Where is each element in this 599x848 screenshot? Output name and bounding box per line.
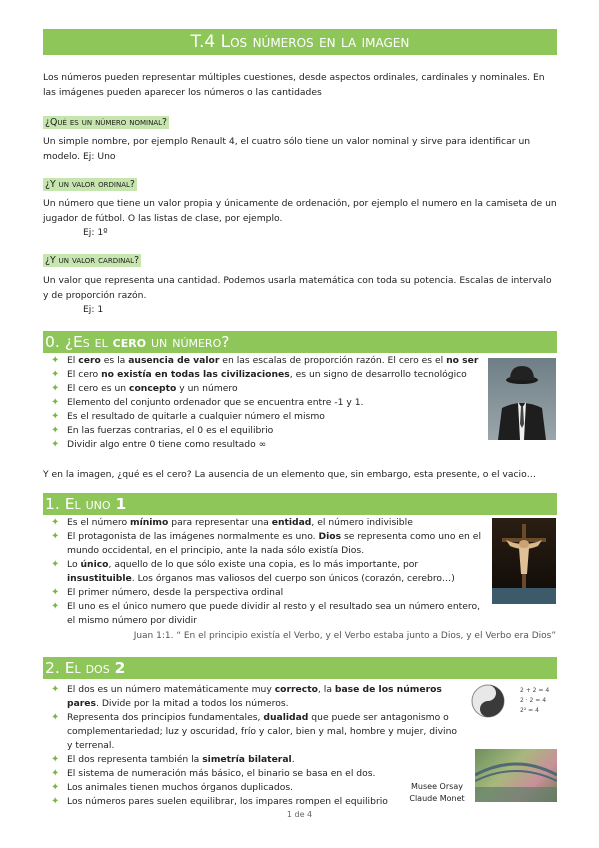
cardinal-text: Un valor que representa una cantidad. Podemos usarla matemática con toda su potencia. Escalas de intervalo y de proporción razón. bbox=[43, 275, 552, 301]
monet-bridge-painting-image bbox=[475, 749, 557, 802]
magritte-painting-image bbox=[488, 358, 556, 440]
bible-quote: Juan 1:1. “ En el principio existía el Verbo, y el Verbo estaba junto a Dios, y el Verbo era Dios” bbox=[133, 631, 556, 641]
page-title: T.4 Los números en la imagen bbox=[43, 29, 557, 55]
caption-museum: Musee Orsay bbox=[411, 782, 463, 791]
list-item: ✦ Lo único, aquello de lo que sólo existe una copia, es lo más importante, por insustituible. Los órganos mas valiosos del cuerpo son únicos (corazón, cerebro…) bbox=[51, 559, 455, 584]
list-item: ✦ El cero es la ausencia de valor en las escalas de proporción razón. El cero es el no ser bbox=[51, 355, 479, 366]
caption-artist: Claude Monet bbox=[409, 794, 465, 803]
intro-paragraph: Los números pueden representar múltiples cuestiones, desde aspectos ordinales, cardinales y nominales. En las imágenes pueden aparecer los números o las cantidades bbox=[43, 72, 545, 98]
list-item: ✦ Es el número mínimo para representar una entidad, el número indivisible bbox=[51, 517, 413, 528]
list-item: ✦ El protagonista de las imágenes normalmente es uno. Dios se representa como uno en el mundo occidental, en el principio, ante la nada sólo existía Dios. bbox=[51, 531, 481, 556]
nominal-example: Ej: Uno bbox=[83, 151, 116, 162]
painting-caption bbox=[404, 781, 470, 805]
math-line: 2 · 2 = 4 bbox=[520, 697, 547, 704]
list-item: ✦ En las fuerzas contrarias, el 0 es el equilibrio bbox=[51, 425, 274, 436]
one-bullet-list bbox=[43, 516, 486, 628]
list-item: ✦ El dos representa también la simetría bilateral. bbox=[51, 754, 295, 765]
section-two-heading: 2. El dos 2 bbox=[43, 657, 557, 679]
list-item: ✦ El cero no existía en todas las civilizaciones, es un signo de desarrollo tecnológico bbox=[51, 369, 467, 380]
zero-closing-text: Y en la imagen, ¿qué es el cero? La ausencia de un elemento que, sin embargo, esta presente, o el vacio… bbox=[43, 469, 536, 480]
section-zero-heading: 0. ¿Es el cero un número? bbox=[43, 331, 557, 353]
list-item: ✦ El primer número, desde la perspectiva ordinal bbox=[51, 587, 284, 598]
list-item: ✦ Los números pares suelen equilibrar, los impares rompen el equilibrio bbox=[51, 796, 388, 807]
math-line: 2 + 2 = 4 bbox=[520, 687, 550, 694]
list-item: ✦ Dividir algo entre 0 tiene como resultado ∞ bbox=[51, 439, 267, 450]
list-item: ✦ Representa dos principios fundamentales, dualidad que puede ser antagonismo o complementariedad; luz y oscuridad, frío y calor, bien y mal, hombre y mujer, divino y terrenal. bbox=[51, 712, 458, 751]
ordinal-heading: ¿Y un valor ordinal? bbox=[45, 179, 135, 190]
math-line: 2² = 4 bbox=[520, 707, 539, 714]
list-item: ✦ El sistema de numeración más básico, el binario se basa en el dos. bbox=[51, 768, 376, 779]
two-bullet-list bbox=[43, 683, 465, 809]
list-item: ✦ Los animales tienen muchos órganos duplicados. bbox=[51, 782, 294, 793]
nominal-heading: ¿Qué es un número nominal? bbox=[45, 117, 167, 128]
list-item: ✦ Elemento del conjunto ordenador que se encuentra entre -1 y 1. bbox=[51, 397, 364, 408]
section-one-heading: 1. El uno 1 bbox=[43, 493, 557, 515]
math-equations bbox=[520, 686, 549, 716]
zero-bullet-list bbox=[43, 354, 483, 452]
nominal-text: Un simple nombre, por ejemplo Renault 4, el cuatro sólo tiene un valor nominal y sirve para identificar un modelo. bbox=[43, 136, 531, 162]
list-item: ✦ Es el resultado de quitarle a cualquier número el mismo bbox=[51, 411, 325, 422]
ordinal-example: Ej: 1º bbox=[83, 227, 108, 238]
list-item: ✦ El uno es el único numero que puede dividir al resto y el resultado sea un número entero, el mismo número por dividir bbox=[51, 601, 481, 626]
cardinal-example: Ej: 1 bbox=[83, 304, 104, 315]
dali-christ-painting-image bbox=[492, 518, 556, 604]
list-item: ✦ El cero es un concepto y un número bbox=[51, 383, 238, 394]
yin-yang-image bbox=[468, 683, 508, 719]
ordinal-text: Un número que tiene un valor propia y únicamente de ordenación, por ejemplo el numero en la camiseta de un jugador de fútbol. O las listas de clase, por ejemplo. bbox=[43, 198, 557, 224]
list-item: ✦ El dos es un número matemáticamente muy correcto, la base de los números pares. Divide por la mitad a todos los números. bbox=[51, 684, 442, 709]
page-number: 1 de 4 bbox=[286, 810, 313, 819]
cardinal-heading: ¿Y un valor cardinal? bbox=[45, 255, 140, 266]
